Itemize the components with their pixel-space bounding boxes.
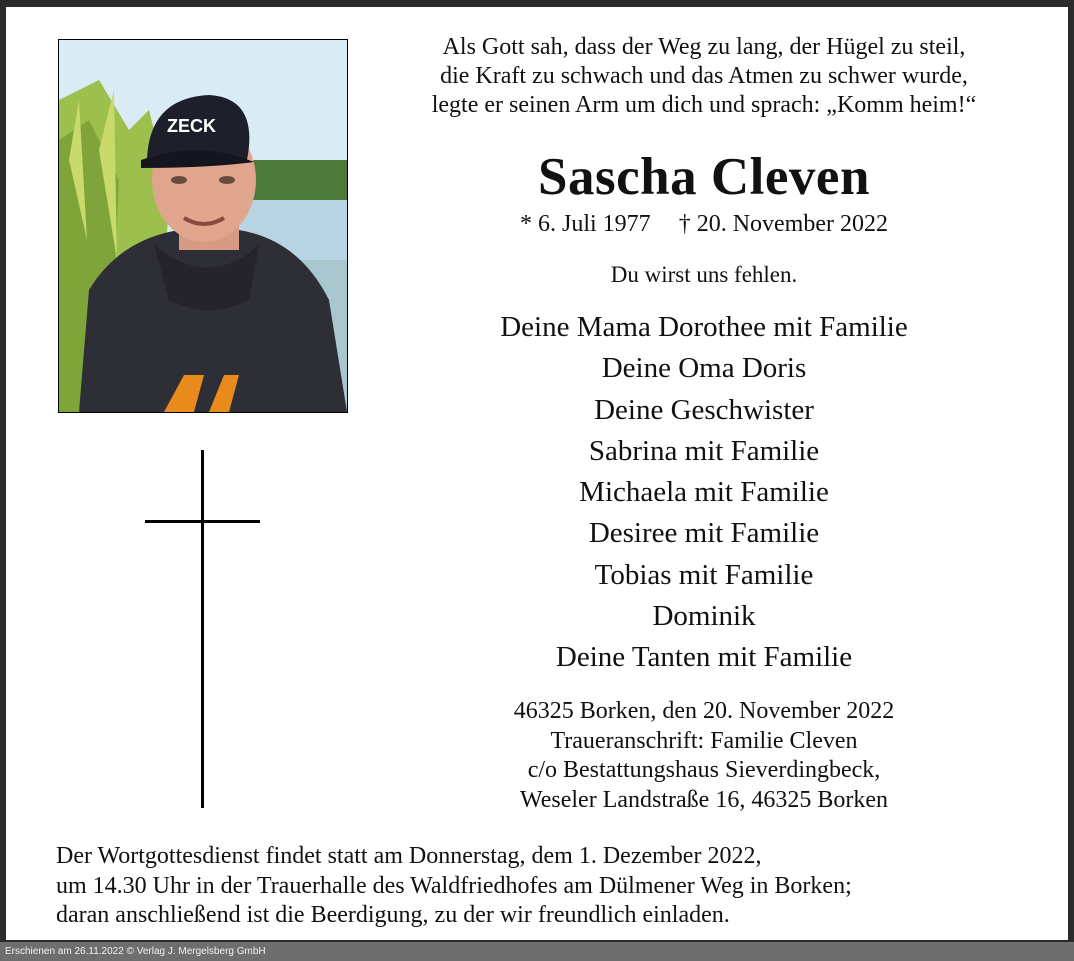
service-info	[56, 842, 1056, 931]
publication-footer: Erschienen am 26.11.2022 © Verlag J. Mergelsberg GmbH	[0, 942, 1074, 961]
family-member: Deine Tanten mit Familie	[555, 641, 853, 674]
birth-date: * 6. Juli 1977	[520, 211, 651, 237]
cross-vertical	[201, 450, 204, 808]
address-line: Weseler Landstraße 16, 46325 Borken	[520, 786, 888, 813]
address-line: c/o Bestattungshaus Sieverdingbeck,	[527, 757, 881, 783]
family-member: Sabrina mit Familie	[588, 434, 820, 467]
portrait-photo	[58, 39, 348, 413]
family-member: Deine Geschwister	[594, 393, 814, 426]
family-list	[386, 307, 1022, 679]
family-member: Desiree mit Familie	[588, 517, 820, 550]
poem-line: die Kraft zu schwach und das Atmen zu schwer wurde,	[440, 63, 968, 89]
address-line: Traueranschrift: Familie Cleven	[550, 727, 858, 754]
death-date: † 20. November 2022	[678, 211, 888, 237]
service-line: Der Wortgottesdienst findet statt am Donnerstag, dem 1. Dezember 2022,	[56, 843, 762, 869]
poem-line: Als Gott sah, dass der Weg zu lang, der Hügel zu steil,	[442, 34, 966, 60]
cap-logo-text: ZECK	[167, 116, 216, 136]
life-dates	[386, 209, 1022, 239]
poem-line: legte er seinen Arm um dich und sprach: „Komm heim!“	[431, 92, 977, 118]
deceased-name: Sascha Cleven	[538, 148, 870, 206]
address-line: 46325 Borken, den 20. November 2022	[513, 698, 895, 724]
obituary-card	[6, 7, 1068, 940]
family-member: Tobias mit Familie	[594, 558, 814, 591]
family-member: Michaela mit Familie	[579, 476, 829, 509]
farewell-text: Du wirst uns fehlen.	[610, 262, 798, 287]
family-member: Dominik	[652, 600, 756, 633]
family-member: Deine Oma Doris	[601, 352, 807, 385]
portrait-illustration	[59, 40, 347, 412]
family-member: Deine Mama Dorothee mit Familie	[500, 311, 908, 343]
cross-horizontal	[145, 520, 260, 523]
poem	[386, 33, 1022, 120]
service-line: um 14.30 Uhr in der Trauerhalle des Waldfriedhofes am Dülmener Weg in Borken;	[56, 872, 852, 899]
mourning-address	[386, 697, 1022, 815]
service-line: daran anschließend ist die Beerdigung, zu der wir freundlich einladen.	[56, 902, 730, 928]
